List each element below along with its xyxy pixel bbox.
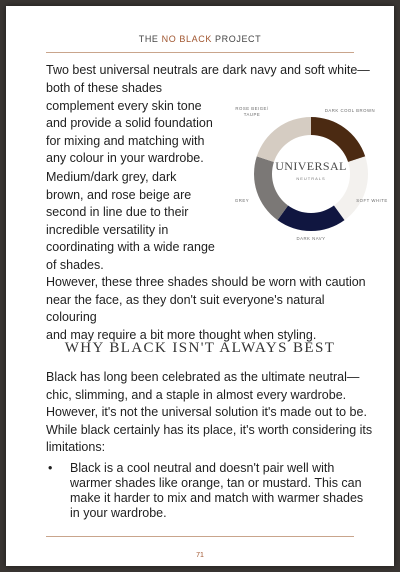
- black-line: limitations:: [46, 440, 106, 454]
- list-item: [46, 461, 364, 521]
- slice-label-soft-white: SOFT WHITE: [356, 198, 388, 203]
- caution-paragraph: [46, 274, 376, 344]
- document-page: [6, 6, 394, 566]
- intro-line: complement every skin tone: [46, 98, 202, 113]
- donut-slice-dark-navy: [277, 206, 344, 231]
- black-line: However, it's not the universal solution it's made out to be.: [46, 405, 367, 419]
- donut-center-subtitle: NEUTRALS: [296, 176, 326, 181]
- intro-paragraph: [46, 80, 236, 168]
- second-line: brown, and rose beige are: [46, 187, 192, 202]
- caution-line: and may require a bit more thought when styling.: [46, 327, 317, 342]
- second-line: incredible versatility in: [46, 222, 169, 237]
- second-line: of shades.: [46, 257, 104, 272]
- donut-slice-dark-cool-brown: [311, 117, 365, 162]
- slice-label-taupe: TAUPE: [243, 112, 261, 117]
- slice-label-dark-cool-brown: DARK COOL BROWN: [324, 108, 376, 113]
- caution-line: However, these three shades should be worn with caution: [46, 275, 366, 289]
- footer-rule: [46, 536, 354, 537]
- black-line: Black has long been celebrated as the ultimate neutral—: [46, 370, 360, 384]
- donut-svg: [226, 102, 394, 250]
- second-line: coordinating with a wide range: [46, 240, 215, 254]
- intro-full-line: [46, 62, 376, 80]
- section-heading: WHY BLACK ISN'T ALWAYS BEST: [64, 340, 336, 356]
- slice-label-rose-beige: ROSE BEIGE/: [235, 106, 269, 111]
- page-header: [6, 34, 394, 44]
- donut-slice-rose-beige: [257, 117, 311, 162]
- slice-label-dark-navy: DARK NAVY: [296, 236, 326, 241]
- donut-slices: [254, 117, 368, 231]
- donut-center-title: UNIVERSAL: [275, 159, 347, 173]
- page-number: 71: [196, 552, 204, 559]
- second-line: Medium/dark grey, dark: [46, 170, 177, 184]
- black-line: While black certainly has its place, it's worth considering its: [46, 422, 373, 437]
- bullet-marker: •: [48, 461, 53, 475]
- header-title-accent: NO BLACK: [161, 34, 212, 44]
- intro-line: and provide a solid foundation: [46, 116, 213, 130]
- limitations-list: [46, 461, 364, 521]
- header-rule: [46, 52, 354, 53]
- intro-line: for mixing and matching with: [46, 133, 205, 148]
- second-paragraph: [46, 169, 246, 274]
- intro-line: Two best universal neutrals are dark navy and soft white—: [46, 63, 370, 77]
- header-title-pre: THE: [138, 34, 162, 44]
- intro-line: both of these shades: [46, 81, 163, 95]
- header-title-post: PROJECT: [211, 34, 262, 44]
- black-paragraph: [46, 369, 376, 457]
- bullet-text: Black is a cool neutral and doesn't pair well with warmer shades like orange, tan or mustard. This can make it harder to mix and match with warmer shades in your wardrobe.: [70, 461, 364, 520]
- universal-neutrals-donut-chart: [226, 102, 394, 250]
- black-line: chic, slimming, and a staple in almost every wardrobe.: [46, 387, 347, 402]
- intro-line: any colour in your wardrobe.: [46, 151, 204, 165]
- second-line: second in line due to their: [46, 205, 189, 219]
- slice-label-grey: GREY: [234, 198, 250, 203]
- caution-line: near the face, as they don't suit everyone's natural colouring: [46, 292, 325, 324]
